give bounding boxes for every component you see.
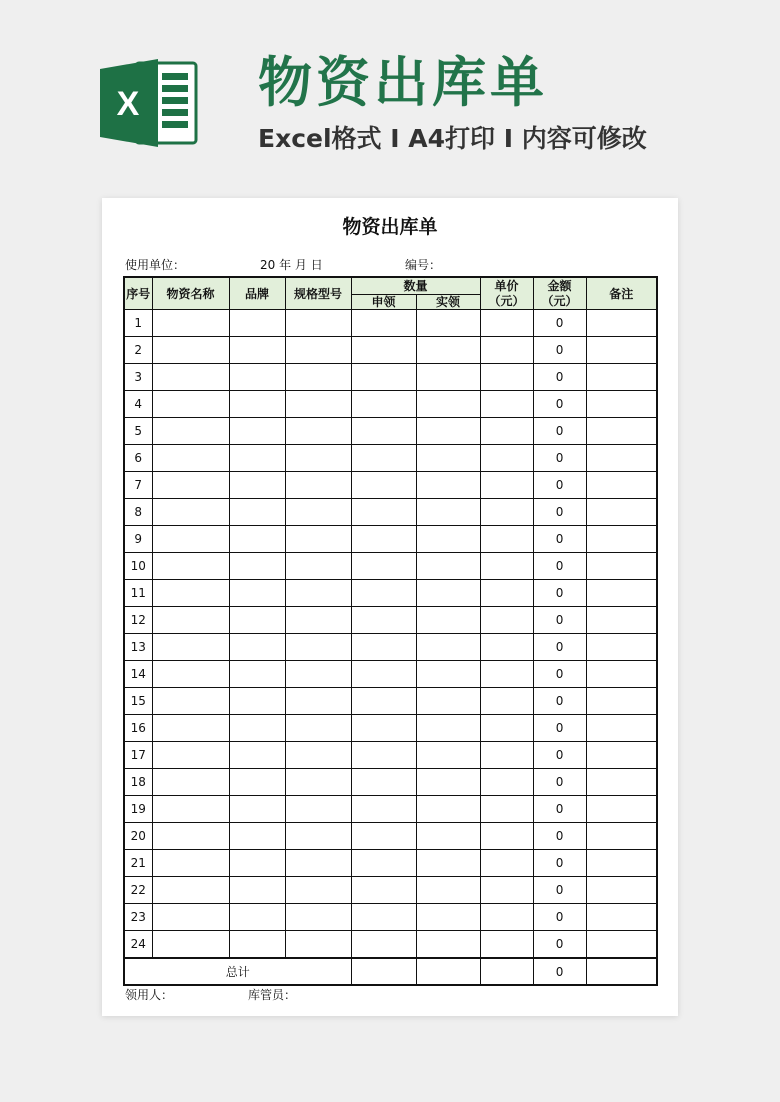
row-qty-apply-cell[interactable] xyxy=(351,688,416,715)
row-amount: 0 xyxy=(533,769,586,796)
row-qty-actual-cell[interactable] xyxy=(416,742,480,769)
row-qty-actual-cell[interactable] xyxy=(416,634,480,661)
header-amount-line1: 金额 xyxy=(547,279,572,293)
row-remark-cell[interactable] xyxy=(586,715,657,742)
row-seq: 7 xyxy=(124,472,152,499)
row-name-cell[interactable] xyxy=(152,715,229,742)
row-brand-cell[interactable] xyxy=(229,796,285,823)
row-price-cell[interactable] xyxy=(480,688,533,715)
row-seq: 24 xyxy=(124,931,152,959)
row-amount: 0 xyxy=(533,337,586,364)
row-amount: 0 xyxy=(533,931,586,959)
row-name-cell[interactable] xyxy=(152,796,229,823)
row-qty-actual-cell[interactable] xyxy=(416,850,480,877)
table-row xyxy=(124,769,657,796)
row-spec-cell[interactable] xyxy=(285,850,351,877)
row-qty-actual-cell[interactable] xyxy=(416,607,480,634)
row-qty-actual-cell[interactable] xyxy=(416,661,480,688)
row-seq: 6 xyxy=(124,445,152,472)
row-brand-cell[interactable] xyxy=(229,526,285,553)
header-price-line2: （元） xyxy=(488,294,525,308)
header-brand: 品牌 xyxy=(229,277,285,310)
row-price-cell[interactable] xyxy=(480,310,533,337)
row-brand-cell[interactable] xyxy=(229,715,285,742)
number-label: 编号： xyxy=(405,258,442,272)
row-name-cell[interactable] xyxy=(152,526,229,553)
row-amount: 0 xyxy=(533,607,586,634)
header-amount-line2: （元） xyxy=(541,294,578,308)
row-qty-apply-cell[interactable] xyxy=(351,931,416,959)
row-brand-cell[interactable] xyxy=(229,769,285,796)
row-amount: 0 xyxy=(533,823,586,850)
row-brand-cell[interactable] xyxy=(229,553,285,580)
row-brand-cell[interactable] xyxy=(229,337,285,364)
total-price[interactable] xyxy=(480,958,533,985)
row-brand-cell[interactable] xyxy=(229,742,285,769)
row-qty-actual-cell[interactable] xyxy=(416,715,480,742)
row-qty-apply-cell[interactable] xyxy=(351,472,416,499)
row-brand-cell[interactable] xyxy=(229,688,285,715)
row-amount: 0 xyxy=(533,310,586,337)
row-qty-apply-cell[interactable] xyxy=(351,391,416,418)
row-amount: 0 xyxy=(533,391,586,418)
row-seq: 13 xyxy=(124,634,152,661)
row-seq: 9 xyxy=(124,526,152,553)
row-remark-cell[interactable] xyxy=(586,364,657,391)
row-seq: 2 xyxy=(124,337,152,364)
row-name-cell[interactable] xyxy=(152,607,229,634)
row-price-cell[interactable] xyxy=(480,769,533,796)
row-amount: 0 xyxy=(533,715,586,742)
row-brand-cell[interactable] xyxy=(229,364,285,391)
excel-logo-icon xyxy=(100,57,198,149)
row-seq: 12 xyxy=(124,607,152,634)
row-seq: 8 xyxy=(124,499,152,526)
receiver-label: 领用人： xyxy=(125,988,174,1002)
row-amount: 0 xyxy=(533,688,586,715)
row-qty-apply-cell[interactable] xyxy=(351,661,416,688)
row-name-cell[interactable] xyxy=(152,850,229,877)
row-price-cell[interactable] xyxy=(480,553,533,580)
row-qty-actual-cell[interactable] xyxy=(416,769,480,796)
row-name-cell[interactable] xyxy=(152,391,229,418)
row-qty-apply-cell[interactable] xyxy=(351,445,416,472)
row-qty-apply-cell[interactable] xyxy=(351,553,416,580)
row-name-cell[interactable] xyxy=(152,634,229,661)
row-seq: 19 xyxy=(124,796,152,823)
table-row xyxy=(124,364,657,391)
table-row xyxy=(124,742,657,769)
row-seq: 23 xyxy=(124,904,152,931)
row-seq: 3 xyxy=(124,364,152,391)
row-spec-cell[interactable] xyxy=(285,337,351,364)
row-qty-actual-cell[interactable] xyxy=(416,337,480,364)
row-spec-cell[interactable] xyxy=(285,634,351,661)
row-spec-cell[interactable] xyxy=(285,661,351,688)
row-name-cell[interactable] xyxy=(152,364,229,391)
row-name-cell[interactable] xyxy=(152,445,229,472)
row-name-cell[interactable] xyxy=(152,580,229,607)
row-qty-actual-cell[interactable] xyxy=(416,391,480,418)
header-remark: 备注 xyxy=(586,277,657,310)
row-qty-apply-cell[interactable] xyxy=(351,634,416,661)
row-remark-cell[interactable] xyxy=(586,850,657,877)
outbound-table xyxy=(123,276,658,986)
row-qty-actual-cell[interactable] xyxy=(416,580,480,607)
row-name-cell[interactable] xyxy=(152,310,229,337)
row-amount: 0 xyxy=(533,904,586,931)
row-price-cell[interactable] xyxy=(480,607,533,634)
row-qty-apply-cell[interactable] xyxy=(351,742,416,769)
row-spec-cell[interactable] xyxy=(285,580,351,607)
row-spec-cell[interactable] xyxy=(285,418,351,445)
table-row xyxy=(124,823,657,850)
row-qty-apply-cell[interactable] xyxy=(351,715,416,742)
total-amount: 0 xyxy=(533,958,586,985)
row-qty-apply-cell[interactable] xyxy=(351,850,416,877)
row-spec-cell[interactable] xyxy=(285,877,351,904)
row-amount: 0 xyxy=(533,850,586,877)
table-row xyxy=(124,796,657,823)
row-remark-cell[interactable] xyxy=(586,580,657,607)
row-amount: 0 xyxy=(533,877,586,904)
row-remark-cell[interactable] xyxy=(586,931,657,959)
row-spec-cell[interactable] xyxy=(285,364,351,391)
row-qty-actual-cell[interactable] xyxy=(416,418,480,445)
row-price-cell[interactable] xyxy=(480,715,533,742)
total-remark[interactable] xyxy=(586,958,657,985)
table-row xyxy=(124,526,657,553)
row-brand-cell[interactable] xyxy=(229,607,285,634)
row-name-cell[interactable] xyxy=(152,931,229,959)
table-row xyxy=(124,553,657,580)
header-seq: 序号 xyxy=(124,277,152,310)
row-qty-actual-cell[interactable] xyxy=(416,364,480,391)
row-price-cell[interactable] xyxy=(480,823,533,850)
row-spec-cell[interactable] xyxy=(285,607,351,634)
row-name-cell[interactable] xyxy=(152,904,229,931)
row-spec-cell[interactable] xyxy=(285,553,351,580)
table-row xyxy=(124,931,657,959)
row-seq: 10 xyxy=(124,553,152,580)
table-row xyxy=(124,310,657,337)
document-sheet xyxy=(102,198,678,1016)
row-remark-cell[interactable] xyxy=(586,607,657,634)
row-brand-cell[interactable] xyxy=(229,823,285,850)
row-remark-cell[interactable] xyxy=(586,688,657,715)
row-qty-apply-cell[interactable] xyxy=(351,796,416,823)
row-brand-cell[interactable] xyxy=(229,310,285,337)
row-remark-cell[interactable] xyxy=(586,742,657,769)
row-qty-actual-cell[interactable] xyxy=(416,823,480,850)
table-row xyxy=(124,715,657,742)
row-remark-cell[interactable] xyxy=(586,418,657,445)
keeper-label: 库管员： xyxy=(248,988,297,1002)
row-spec-cell[interactable] xyxy=(285,445,351,472)
row-name-cell[interactable] xyxy=(152,688,229,715)
row-brand-cell[interactable] xyxy=(229,472,285,499)
row-name-cell[interactable] xyxy=(152,661,229,688)
row-spec-cell[interactable] xyxy=(285,769,351,796)
row-remark-cell[interactable] xyxy=(586,499,657,526)
row-qty-actual-cell[interactable] xyxy=(416,553,480,580)
row-price-cell[interactable] xyxy=(480,661,533,688)
row-remark-cell[interactable] xyxy=(586,553,657,580)
row-qty-apply-cell[interactable] xyxy=(351,310,416,337)
row-brand-cell[interactable] xyxy=(229,931,285,959)
table-row xyxy=(124,634,657,661)
row-price-cell[interactable] xyxy=(480,472,533,499)
row-qty-apply-cell[interactable] xyxy=(351,337,416,364)
row-qty-actual-cell[interactable] xyxy=(416,445,480,472)
row-amount: 0 xyxy=(533,499,586,526)
row-remark-cell[interactable] xyxy=(586,904,657,931)
row-spec-cell[interactable] xyxy=(285,310,351,337)
header-qty-apply: 申领 xyxy=(351,295,416,310)
row-seq: 20 xyxy=(124,823,152,850)
total-qty-apply[interactable] xyxy=(351,958,416,985)
row-remark-cell[interactable] xyxy=(586,661,657,688)
table-row xyxy=(124,904,657,931)
row-qty-actual-cell[interactable] xyxy=(416,904,480,931)
row-qty-actual-cell[interactable] xyxy=(416,526,480,553)
row-qty-apply-cell[interactable] xyxy=(351,904,416,931)
row-amount: 0 xyxy=(533,553,586,580)
table-row xyxy=(124,472,657,499)
row-brand-cell[interactable] xyxy=(229,904,285,931)
row-remark-cell[interactable] xyxy=(586,445,657,472)
row-name-cell[interactable] xyxy=(152,823,229,850)
row-price-cell[interactable] xyxy=(480,580,533,607)
row-brand-cell[interactable] xyxy=(229,580,285,607)
row-seq: 22 xyxy=(124,877,152,904)
row-price-cell[interactable] xyxy=(480,418,533,445)
row-qty-actual-cell[interactable] xyxy=(416,310,480,337)
row-brand-cell[interactable] xyxy=(229,418,285,445)
table-body xyxy=(124,310,657,959)
row-seq: 4 xyxy=(124,391,152,418)
row-remark-cell[interactable] xyxy=(586,877,657,904)
row-qty-apply-cell[interactable] xyxy=(351,364,416,391)
header-qty: 数量 xyxy=(351,277,480,295)
row-price-cell[interactable] xyxy=(480,877,533,904)
row-spec-cell[interactable] xyxy=(285,823,351,850)
row-name-cell[interactable] xyxy=(152,472,229,499)
row-name-cell[interactable] xyxy=(152,418,229,445)
row-brand-cell[interactable] xyxy=(229,877,285,904)
row-name-cell[interactable] xyxy=(152,337,229,364)
table-row xyxy=(124,877,657,904)
row-remark-cell[interactable] xyxy=(586,823,657,850)
row-spec-cell[interactable] xyxy=(285,391,351,418)
row-remark-cell[interactable] xyxy=(586,337,657,364)
row-seq: 18 xyxy=(124,769,152,796)
row-spec-cell[interactable] xyxy=(285,688,351,715)
row-price-cell[interactable] xyxy=(480,526,533,553)
row-spec-cell[interactable] xyxy=(285,526,351,553)
table-row xyxy=(124,337,657,364)
row-amount: 0 xyxy=(533,742,586,769)
row-spec-cell[interactable] xyxy=(285,796,351,823)
row-price-cell[interactable] xyxy=(480,796,533,823)
table-row xyxy=(124,391,657,418)
row-spec-cell[interactable] xyxy=(285,715,351,742)
banner-title: 物资出库单 xyxy=(258,51,548,114)
header-amount xyxy=(533,277,586,310)
row-amount: 0 xyxy=(533,796,586,823)
table-row xyxy=(124,661,657,688)
row-qty-actual-cell[interactable] xyxy=(416,796,480,823)
header-price xyxy=(480,277,533,310)
row-qty-apply-cell[interactable] xyxy=(351,823,416,850)
table-row xyxy=(124,418,657,445)
header-price-line1: 单价 xyxy=(494,279,519,293)
row-brand-cell[interactable] xyxy=(229,850,285,877)
row-remark-cell[interactable] xyxy=(586,310,657,337)
form-title: 物资出库单 xyxy=(342,216,438,238)
header-spec: 规格型号 xyxy=(285,277,351,310)
header-qty-actual: 实领 xyxy=(416,295,480,310)
table-row xyxy=(124,607,657,634)
row-spec-cell[interactable] xyxy=(285,742,351,769)
row-qty-actual-cell[interactable] xyxy=(416,877,480,904)
row-price-cell[interactable] xyxy=(480,391,533,418)
row-qty-actual-cell[interactable] xyxy=(416,472,480,499)
row-qty-apply-cell[interactable] xyxy=(351,769,416,796)
row-price-cell[interactable] xyxy=(480,499,533,526)
row-price-cell[interactable] xyxy=(480,364,533,391)
row-qty-actual-cell[interactable] xyxy=(416,931,480,959)
row-seq: 17 xyxy=(124,742,152,769)
row-spec-cell[interactable] xyxy=(285,499,351,526)
row-seq: 11 xyxy=(124,580,152,607)
row-price-cell[interactable] xyxy=(480,904,533,931)
row-qty-apply-cell[interactable] xyxy=(351,607,416,634)
row-amount: 0 xyxy=(533,472,586,499)
row-spec-cell[interactable] xyxy=(285,904,351,931)
row-price-cell[interactable] xyxy=(480,634,533,661)
total-row xyxy=(124,958,657,985)
row-brand-cell[interactable] xyxy=(229,391,285,418)
row-brand-cell[interactable] xyxy=(229,445,285,472)
row-remark-cell[interactable] xyxy=(586,634,657,661)
row-price-cell[interactable] xyxy=(480,850,533,877)
table-row xyxy=(124,499,657,526)
row-amount: 0 xyxy=(533,364,586,391)
table-row xyxy=(124,580,657,607)
row-seq: 15 xyxy=(124,688,152,715)
row-qty-actual-cell[interactable] xyxy=(416,499,480,526)
row-seq: 21 xyxy=(124,850,152,877)
row-brand-cell[interactable] xyxy=(229,499,285,526)
row-qty-apply-cell[interactable] xyxy=(351,418,416,445)
row-remark-cell[interactable] xyxy=(586,391,657,418)
row-qty-apply-cell[interactable] xyxy=(351,526,416,553)
row-name-cell[interactable] xyxy=(152,742,229,769)
banner-subtitle: Excel格式 I A4打印 I 内容可修改 xyxy=(258,124,647,153)
row-price-cell[interactable] xyxy=(480,445,533,472)
row-amount: 0 xyxy=(533,526,586,553)
row-amount: 0 xyxy=(533,580,586,607)
header-name: 物资名称 xyxy=(152,277,229,310)
row-price-cell[interactable] xyxy=(480,742,533,769)
row-price-cell[interactable] xyxy=(480,931,533,959)
table-row xyxy=(124,850,657,877)
row-seq: 1 xyxy=(124,310,152,337)
row-remark-cell[interactable] xyxy=(586,796,657,823)
row-qty-apply-cell[interactable] xyxy=(351,877,416,904)
row-qty-apply-cell[interactable] xyxy=(351,499,416,526)
total-label: 总计 xyxy=(124,958,351,985)
row-seq: 16 xyxy=(124,715,152,742)
svg-text:X: X xyxy=(116,85,140,123)
row-spec-cell[interactable] xyxy=(285,472,351,499)
row-qty-actual-cell[interactable] xyxy=(416,688,480,715)
unit-label: 使用单位： xyxy=(125,258,186,272)
row-seq: 5 xyxy=(124,418,152,445)
total-qty-actual[interactable] xyxy=(416,958,480,985)
row-brand-cell[interactable] xyxy=(229,661,285,688)
date-line: 20 年 月 日 xyxy=(260,258,323,272)
row-amount: 0 xyxy=(533,634,586,661)
row-seq: 14 xyxy=(124,661,152,688)
row-name-cell[interactable] xyxy=(152,499,229,526)
row-name-cell[interactable] xyxy=(152,877,229,904)
row-name-cell[interactable] xyxy=(152,553,229,580)
row-amount: 0 xyxy=(533,418,586,445)
row-remark-cell[interactable] xyxy=(586,472,657,499)
row-remark-cell[interactable] xyxy=(586,769,657,796)
row-brand-cell[interactable] xyxy=(229,634,285,661)
row-amount: 0 xyxy=(533,445,586,472)
table-row xyxy=(124,688,657,715)
row-qty-apply-cell[interactable] xyxy=(351,580,416,607)
row-remark-cell[interactable] xyxy=(586,526,657,553)
row-spec-cell[interactable] xyxy=(285,931,351,959)
row-price-cell[interactable] xyxy=(480,337,533,364)
row-name-cell[interactable] xyxy=(152,769,229,796)
table-row xyxy=(124,445,657,472)
row-amount: 0 xyxy=(533,661,586,688)
